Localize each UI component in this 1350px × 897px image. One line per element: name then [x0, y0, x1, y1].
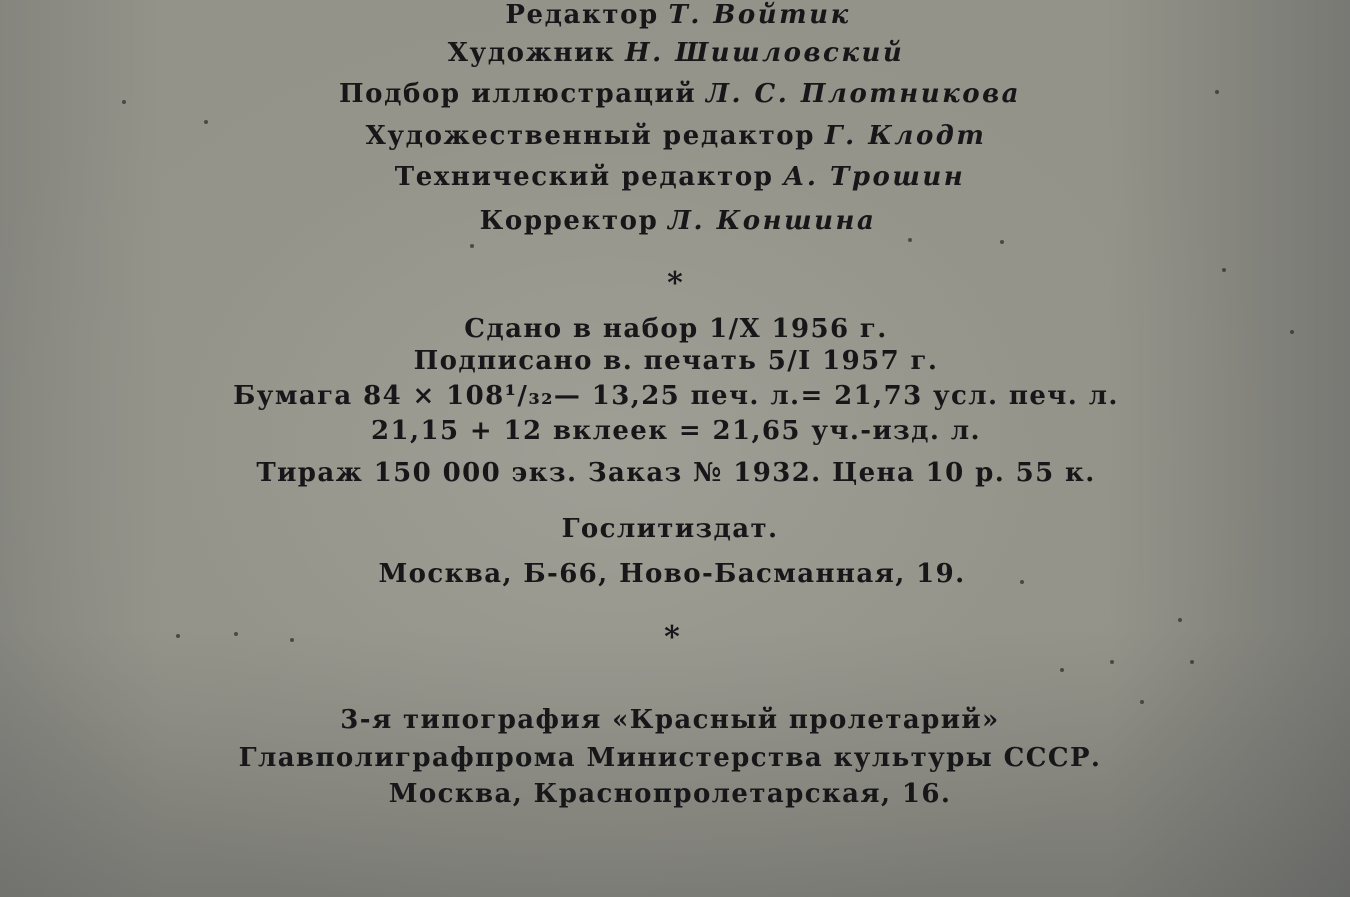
credit-role: Художественный редактор — [365, 121, 816, 151]
paper-format-line-1: Бумага 84 × 108¹/₃₂— 13,25 печ. л.= 21,73 усл. печ. л. — [233, 381, 1119, 411]
separator-asterisk-2: * — [664, 620, 680, 655]
credit-name: Г. Клодт — [824, 121, 987, 151]
credit-role: Корректор — [479, 206, 659, 236]
credit-name: А. Трошин — [783, 162, 966, 192]
credit-illustrations — [339, 79, 1021, 109]
credit-role: Технический редактор — [394, 162, 774, 192]
credit-role: Художник — [447, 38, 616, 68]
credit-role: Подбор иллюстраций — [338, 79, 697, 109]
print-run-line: Тираж 150 000 экз. Заказ № 1932. Цена 10 р. 55 к. — [256, 458, 1096, 488]
publisher-address: Москва, Б-66, Ново-Басманная, 19. — [378, 559, 966, 589]
credit-name: Л. Коншина — [668, 206, 877, 236]
credit-name: Л. С. Плотникова — [705, 79, 1022, 109]
credit-name: Т. Войтик — [668, 0, 851, 30]
credit-role: Редактор — [505, 0, 659, 30]
credit-proofreader — [480, 206, 877, 236]
printer-line-2: Главполиграфпрома Министерства культуры СССР. — [238, 743, 1102, 773]
printer-line-1: 3-я типография «Красный пролетарий» — [340, 705, 1000, 735]
separator-asterisk: * — [667, 266, 683, 301]
credit-tech-editor — [395, 162, 966, 192]
signed-date: Подписано в. печать 5/I 1957 г. — [413, 346, 939, 376]
credit-art-editor — [366, 121, 987, 151]
credit-editor — [505, 0, 850, 30]
paper-format-line-2: 21,15 + 12 вклеек = 21,65 уч.-изд. л. — [371, 416, 981, 446]
credit-name: Н. Шишловский — [625, 38, 905, 68]
typeset-date: Сдано в набор 1/X 1956 г. — [464, 314, 888, 344]
printer-line-3: Москва, Краснопролетарская, 16. — [388, 779, 952, 809]
publisher-name: Гослитиздат. — [561, 514, 779, 544]
credit-artist — [448, 38, 905, 68]
